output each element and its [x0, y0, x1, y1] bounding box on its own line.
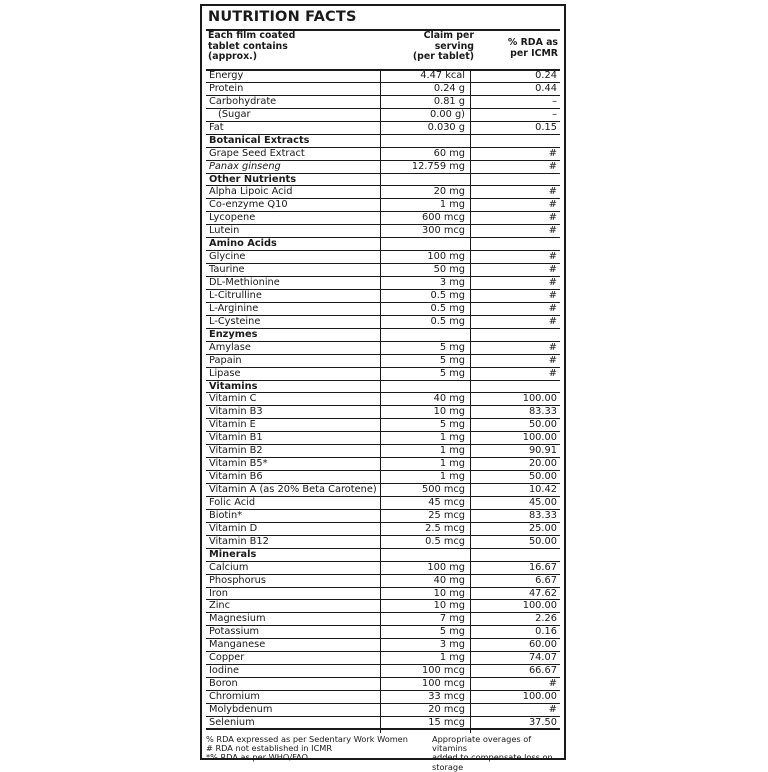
- rda-value: #: [548, 225, 557, 237]
- claim-amount: 12.759 mg: [411, 160, 465, 172]
- rda-value: 10.42: [528, 484, 557, 495]
- nutrient-name: Vitamin B1: [209, 432, 263, 444]
- rda-value: 37.50: [528, 716, 557, 728]
- header-claim: Claim per serving (per tablet): [412, 30, 474, 62]
- table-row: [206, 419, 560, 432]
- nutrient-name: L-Cysteine: [209, 315, 261, 327]
- table-row: [206, 251, 560, 264]
- table-row: [206, 432, 560, 445]
- rda-value: 60.00: [528, 639, 557, 651]
- rda-value: 0.15: [535, 121, 557, 133]
- rda-value: #: [548, 147, 557, 159]
- rda-value: 16.67: [528, 561, 557, 573]
- table-row: [206, 303, 560, 316]
- claim-amount: 60 mg: [433, 147, 465, 159]
- nutrient-name: Lipase: [209, 367, 241, 379]
- table-row: [206, 652, 560, 665]
- rda-value: #: [548, 678, 557, 690]
- claim-amount: 1 mg: [439, 471, 465, 483]
- rda-value: #: [548, 212, 557, 224]
- claim-amount: 2.5 mcg: [425, 522, 465, 534]
- nutrient-name: Selenium: [209, 716, 255, 728]
- table-row: [206, 665, 560, 678]
- nutrient-name: Iron: [209, 587, 228, 599]
- claim-amount: 600 mcg: [422, 212, 465, 224]
- table-row: [206, 626, 560, 639]
- nutrient-name: Grape Seed Extract: [209, 147, 305, 159]
- claim-amount: 5 mg: [439, 367, 465, 379]
- nutrient-name: Chromium: [209, 691, 260, 702]
- rda-value: 100.00: [522, 691, 557, 702]
- rda-value: 47.62: [528, 587, 557, 599]
- nutrient-name: Amylase: [209, 341, 251, 353]
- table-header: [208, 31, 558, 69]
- table-row: [206, 83, 560, 96]
- rda-value: 83.33: [528, 406, 557, 418]
- nutrient-name: Vitamin B2: [209, 445, 263, 457]
- rda-value: #: [548, 251, 557, 263]
- table-row: [206, 70, 560, 83]
- table-row: [206, 458, 560, 471]
- rda-value: 83.33: [528, 509, 557, 521]
- claim-amount: 1 mg: [439, 652, 465, 664]
- rda-value: #: [548, 703, 557, 715]
- rda-value: –: [552, 108, 557, 120]
- claim-amount: 0.5 mg: [430, 289, 465, 301]
- rda-value: 50.00: [528, 419, 557, 431]
- table-row: [206, 316, 560, 329]
- claim-amount: 15 mcg: [428, 716, 465, 728]
- table-row: [206, 536, 560, 549]
- nutrient-name: Magnesium: [209, 613, 266, 625]
- claim-amount: 50 mg: [433, 264, 465, 276]
- nutrient-name: Vitamin B12: [209, 535, 269, 547]
- nutrient-name: Carbohydrate: [209, 95, 277, 107]
- table-row: [206, 212, 560, 225]
- rda-value: #: [548, 367, 557, 379]
- claim-amount: 40 mg: [433, 574, 465, 586]
- claim-amount: 500 mcg: [422, 484, 465, 495]
- claim-amount: 5 mg: [439, 354, 465, 366]
- footnote-overages: Appropriate overages of vitamins added to compensate loss on storage: [432, 734, 553, 772]
- table-row: [206, 678, 560, 691]
- section-header-row: [206, 174, 560, 187]
- claim-amount: 40 mg: [433, 393, 465, 405]
- table-row: [206, 96, 560, 109]
- rda-value: 0.44: [535, 82, 557, 94]
- claim-amount: 4.47 kcal: [420, 70, 465, 81]
- table-row: [206, 355, 560, 368]
- nutrition-table-body: [206, 70, 560, 730]
- section-header-row: [206, 381, 560, 394]
- table-row: [206, 199, 560, 212]
- nutrient-name: Copper: [209, 652, 245, 664]
- nutrient-name: Vitamin C: [209, 393, 257, 405]
- nutrient-name: Vitamin D: [209, 522, 258, 534]
- table-row: [206, 600, 560, 613]
- table-row: [206, 290, 560, 303]
- nutrient-name: Glycine: [209, 251, 246, 263]
- nutrient-name: DL-Methionine: [209, 277, 280, 288]
- table-row: [206, 186, 560, 199]
- claim-amount: 0.5 mg: [430, 302, 465, 314]
- rda-value: 45.00: [528, 496, 557, 508]
- header-rda: % RDA as per ICMR: [507, 37, 558, 59]
- nutrient-name: Boron: [209, 678, 238, 690]
- table-row: [206, 225, 560, 238]
- claim-amount: 10 mg: [433, 587, 465, 599]
- rda-value: 6.67: [535, 574, 557, 586]
- nutrient-name: Lutein: [209, 225, 240, 237]
- table-row: [206, 613, 560, 626]
- claim-amount: 300 mcg: [422, 225, 465, 237]
- claim-amount: 1 mg: [439, 199, 465, 211]
- table-row: [206, 342, 560, 355]
- claim-amount: 1 mg: [439, 432, 465, 444]
- nutrient-name: Energy: [209, 70, 244, 81]
- rda-value: 20.00: [528, 458, 557, 470]
- nutrition-facts-panel: [200, 4, 566, 772]
- claim-amount: 100 mg: [427, 251, 465, 263]
- rda-value: #: [548, 354, 557, 366]
- nutrient-name: (Sugar: [218, 108, 251, 120]
- nutrient-name: Taurine: [209, 264, 245, 276]
- claim-amount: 100 mcg: [422, 678, 465, 690]
- table-row: [206, 717, 560, 730]
- section-label: Amino Acids: [209, 238, 277, 250]
- table-row: [206, 588, 560, 601]
- nutrient-name: Panax ginseng: [209, 160, 281, 172]
- table-row: [206, 264, 560, 277]
- nutrient-name: Zinc: [209, 600, 231, 612]
- nutrient-name: Calcium: [209, 561, 249, 573]
- nutrient-name: Vitamin A (as 20% Beta Carotene): [209, 484, 377, 495]
- rda-value: 25.00: [528, 522, 557, 534]
- table-row: [206, 368, 560, 381]
- table-row: [206, 161, 560, 174]
- rda-value: #: [548, 160, 557, 172]
- header-contents: Each film coated tablet contains (approx.): [208, 30, 296, 62]
- claim-amount: 10 mg: [433, 406, 465, 418]
- claim-amount: 7 mg: [439, 613, 465, 625]
- table-row: [206, 406, 560, 419]
- claim-amount: 100 mg: [427, 561, 465, 573]
- rda-value: #: [548, 302, 557, 314]
- table-row: [206, 109, 560, 122]
- table-row: [206, 445, 560, 458]
- table-row: [206, 575, 560, 588]
- rda-value: #: [548, 341, 557, 353]
- nutrient-name: Phosphorus: [209, 574, 266, 586]
- rda-value: 0.24: [535, 70, 557, 81]
- claim-amount: 45 mcg: [428, 496, 465, 508]
- section-label: Botanical Extracts: [209, 134, 310, 146]
- nutrient-name: L-Citrulline: [209, 289, 262, 301]
- rda-value: 66.67: [528, 665, 557, 677]
- claim-amount: 0.5 mcg: [425, 535, 465, 547]
- rda-value: #: [548, 277, 557, 288]
- rda-value: –: [552, 95, 557, 107]
- section-label: Other Nutrients: [209, 173, 297, 185]
- claim-amount: 10 mg: [433, 600, 465, 612]
- nutrient-name: Vitamin B5*: [209, 458, 268, 470]
- nutrient-name: Lycopene: [209, 212, 256, 224]
- rda-value: 100.00: [522, 393, 557, 405]
- nutrient-name: Protein: [209, 82, 244, 94]
- claim-amount: 3 mg: [439, 639, 465, 651]
- claim-amount: 0.81 g: [433, 95, 465, 107]
- claim-amount: 5 mg: [439, 419, 465, 431]
- section-header-row: [206, 329, 560, 342]
- table-row: [206, 497, 560, 510]
- rda-value: 74.07: [528, 652, 557, 664]
- table-row: [206, 471, 560, 484]
- claim-amount: 5 mg: [439, 626, 465, 638]
- claim-amount: 0.00 g): [430, 108, 465, 120]
- rda-value: #: [548, 264, 557, 276]
- nutrient-name: Manganese: [209, 639, 266, 651]
- table-row: [206, 562, 560, 575]
- claim-amount: 0.030 g: [427, 121, 465, 133]
- claim-amount: 1 mg: [439, 458, 465, 470]
- rda-value: 0.16: [535, 626, 557, 638]
- section-header-row: [206, 549, 560, 562]
- table-row: [206, 148, 560, 161]
- claim-amount: 3 mg: [439, 277, 465, 288]
- table-row: [206, 484, 560, 497]
- rda-value: 50.00: [528, 535, 557, 547]
- table-row: [206, 277, 560, 290]
- claim-amount: 100 mcg: [422, 665, 465, 677]
- rda-value: 100.00: [522, 600, 557, 612]
- nutrient-name: Co-enzyme Q10: [209, 199, 288, 211]
- nutrient-name: Biotin*: [209, 509, 243, 521]
- table-row: [206, 691, 560, 704]
- claim-amount: 0.5 mg: [430, 315, 465, 327]
- table-row: [206, 510, 560, 523]
- section-label: Minerals: [209, 548, 257, 560]
- rda-value: 90.91: [528, 445, 557, 457]
- section-label: Vitamins: [209, 380, 258, 392]
- section-header-row: [206, 238, 560, 251]
- table-row: [206, 393, 560, 406]
- nutrient-name: Molybdenum: [209, 703, 273, 715]
- rda-value: #: [548, 289, 557, 301]
- claim-amount: 20 mg: [433, 186, 465, 198]
- rda-value: 100.00: [522, 432, 557, 444]
- rda-value: #: [548, 315, 557, 327]
- claim-amount: 25 mcg: [428, 509, 465, 521]
- claim-amount: 1 mg: [439, 445, 465, 457]
- rda-value: 2.26: [535, 613, 557, 625]
- nutrient-name: Potassium: [209, 626, 260, 638]
- rda-value: #: [548, 199, 557, 211]
- nutrient-name: Vitamin E: [209, 419, 256, 431]
- claim-amount: 33 mcg: [428, 691, 465, 702]
- claim-amount: 5 mg: [439, 341, 465, 353]
- rda-value: 50.00: [528, 471, 557, 483]
- nutrient-name: Vitamin B6: [209, 471, 263, 483]
- nutrient-name: Folic Acid: [209, 496, 256, 508]
- claim-amount: 20 mcg: [428, 703, 465, 715]
- table-row: [206, 639, 560, 652]
- claim-amount: 0.24 g: [433, 82, 465, 94]
- nutrient-name: Iodine: [209, 665, 240, 677]
- nutrient-name: Fat: [209, 121, 224, 133]
- section-header-row: [206, 135, 560, 148]
- rda-value: #: [548, 186, 557, 198]
- nutrient-name: Vitamin B3: [209, 406, 263, 418]
- nutrient-name: Papain: [209, 354, 242, 366]
- footnote-rda: % RDA expressed as per Sedentary Work Women # RDA not established in ICMR *% RDA as per WHO/FAO: [206, 734, 408, 763]
- nutrient-name: L-Arginine: [209, 302, 259, 314]
- table-row: [206, 523, 560, 536]
- section-label: Enzymes: [209, 328, 258, 340]
- nutrient-name: Alpha Lipoic Acid: [209, 186, 293, 198]
- panel-title: NUTRITION FACTS: [208, 9, 357, 25]
- table-row: [206, 704, 560, 717]
- table-row: [206, 122, 560, 135]
